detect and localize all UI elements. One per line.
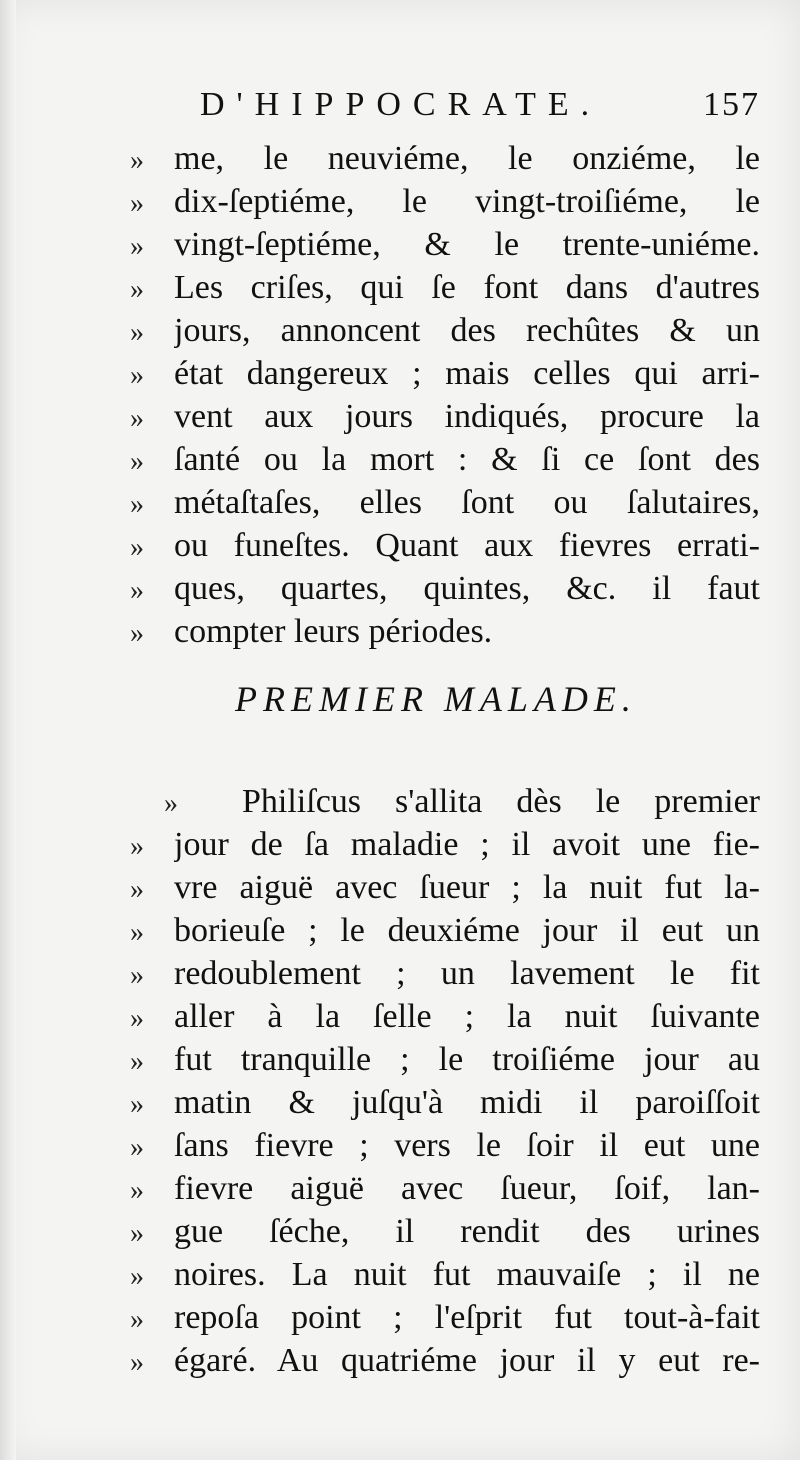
- text-line: [130, 1210, 760, 1253]
- text-line: [130, 438, 760, 481]
- guillemet-mark: »: [130, 1089, 144, 1120]
- guillemet-mark: »: [130, 1261, 144, 1292]
- line-text: Philiſcus s'allita dès le premier: [242, 783, 760, 820]
- line-text: état dangereux ; mais celles qui arri-: [174, 355, 760, 392]
- text-line: [130, 1167, 760, 1210]
- guillemet-mark: »: [130, 532, 144, 563]
- page-number: 157: [703, 86, 760, 123]
- running-header: [200, 86, 760, 138]
- line-text: vent aux jours indiqués, procure la: [174, 398, 760, 435]
- guillemet-mark: »: [130, 489, 144, 520]
- guillemet-mark: »: [130, 575, 144, 606]
- text-line: [130, 1081, 760, 1124]
- line-text: ou funeſtes. Quant aux fievres errati-: [174, 527, 760, 564]
- guillemet-mark: »: [130, 1132, 144, 1163]
- line-text: ques, quartes, quintes, &c. il faut: [174, 570, 760, 607]
- text-line: [130, 1124, 760, 1167]
- running-title: D'HIPPOCRATE.: [200, 86, 602, 123]
- text-line: [130, 995, 760, 1038]
- guillemet-mark: »: [130, 403, 144, 434]
- section-title: PREMIER MALADE.: [235, 679, 637, 719]
- text-line: [130, 481, 760, 524]
- line-text: ſanté ou la mort : & ſi ce ſont des: [174, 441, 760, 478]
- text-line: [130, 567, 760, 610]
- text-line: [130, 909, 760, 952]
- text-line: [130, 610, 760, 653]
- page-gutter-shadow: [0, 0, 16, 1460]
- text-line: [130, 352, 760, 395]
- text-line: [130, 1038, 760, 1081]
- guillemet-mark: »: [130, 231, 144, 262]
- line-text: ſans fievre ; vers le ſoir il eut une: [174, 1127, 760, 1164]
- text-line: [130, 952, 760, 995]
- guillemet-mark: »: [130, 618, 144, 649]
- guillemet-mark: »: [130, 360, 144, 391]
- guillemet-mark: »: [130, 274, 144, 305]
- line-text: fut tranquille ; le troiſiéme jour au: [174, 1041, 760, 1078]
- line-text: aller à la ſelle ; la nuit ſuivante: [174, 998, 760, 1035]
- text-line: [130, 780, 760, 823]
- guillemet-mark: »: [130, 188, 144, 219]
- text-line: [130, 266, 760, 309]
- text-line: [130, 395, 760, 438]
- text-line: [130, 180, 760, 223]
- guillemet-mark: »: [130, 831, 144, 862]
- line-text: jour de ſa maladie ; il avoit une fie-: [174, 826, 760, 863]
- guillemet-mark: »: [130, 1347, 144, 1378]
- guillemet-mark: »: [130, 1304, 144, 1335]
- line-text: matin & juſqu'à midi il paroiſſoit: [174, 1084, 760, 1121]
- guillemet-mark: »: [130, 1003, 144, 1034]
- text-block-2: [130, 780, 760, 1382]
- line-text: redoublement ; un lavement le fit: [174, 955, 760, 992]
- line-text: vingt-ſeptiéme, & le trente-uniéme.: [174, 226, 760, 263]
- guillemet-mark: »: [130, 1046, 144, 1077]
- guillemet-mark: »: [130, 917, 144, 948]
- line-text: noires. La nuit fut mauvaiſe ; il ne: [174, 1256, 760, 1293]
- line-text: jours, annoncent des rechûtes & un: [174, 312, 760, 349]
- guillemet-mark: »: [130, 145, 144, 176]
- line-text: égaré. Au quatriéme jour il y eut re-: [174, 1342, 760, 1379]
- guillemet-mark: »: [130, 1218, 144, 1249]
- guillemet-mark: »: [130, 446, 144, 477]
- line-text: dix-ſeptiéme, le vingt-troiſiéme, le: [174, 183, 760, 220]
- guillemet-mark: »: [130, 1175, 144, 1206]
- line-text: me, le neuviéme, le onziéme, le: [174, 140, 760, 177]
- line-text: compter leurs périodes.: [174, 613, 493, 650]
- text-line: [130, 1296, 760, 1339]
- text-line: [130, 823, 760, 866]
- line-text: métaſtaſes, elles ſont ou ſalutaires,: [174, 484, 760, 521]
- text-line: [130, 1339, 760, 1382]
- line-text: repoſa point ; l'eſprit fut tout-à-fait: [174, 1299, 760, 1336]
- guillemet-mark: »: [130, 874, 144, 905]
- line-text: fievre aiguë avec ſueur, ſoif, lan-: [174, 1170, 760, 1207]
- line-text: Les criſes, qui ſe font dans d'autres: [174, 269, 760, 306]
- guillemet-mark: »: [130, 960, 144, 991]
- text-block-1: [130, 137, 760, 653]
- guillemet-mark: »: [164, 788, 178, 819]
- line-text: borieuſe ; le deuxiéme jour il eut un: [174, 912, 760, 949]
- text-line: [130, 137, 760, 180]
- line-text: vre aiguë avec ſueur ; la nuit fut la-: [174, 869, 760, 906]
- line-text: gue ſéche, il rendit des urines: [174, 1213, 760, 1250]
- text-line: [130, 309, 760, 352]
- guillemet-mark: »: [130, 317, 144, 348]
- text-line: [130, 223, 760, 266]
- text-line: [130, 1253, 760, 1296]
- text-line: [130, 866, 760, 909]
- text-line: [130, 524, 760, 567]
